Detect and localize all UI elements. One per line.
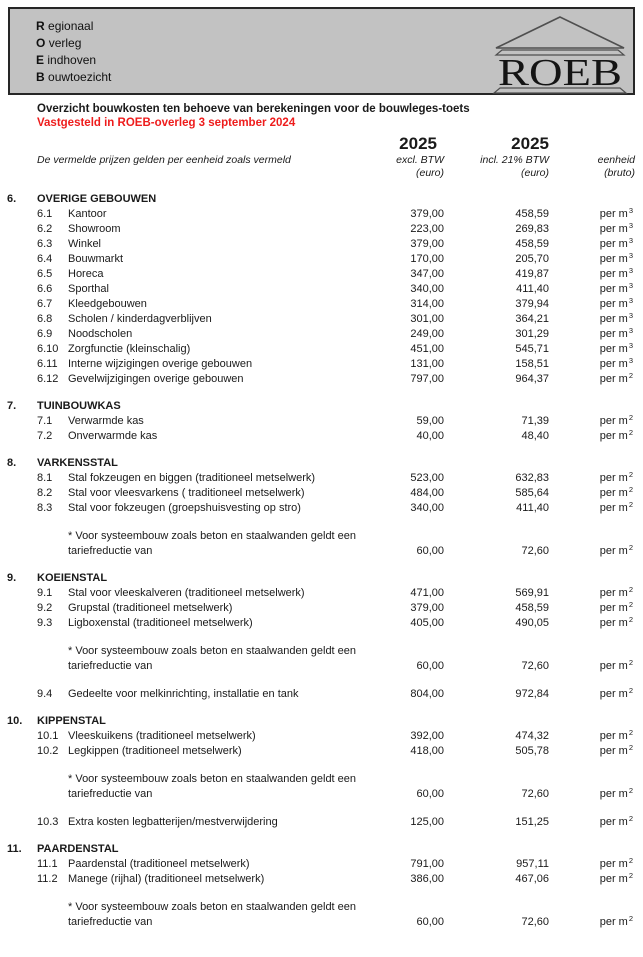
note-row <box>7 659 635 674</box>
price-excl-btw: 379,00 <box>410 602 444 614</box>
unit-superscript: 3 <box>628 356 633 365</box>
price-incl-btw: 419,87 <box>515 268 549 280</box>
item-label: Gevelwijzigingen overige gebouwen <box>68 373 244 385</box>
item-number: 6.9 <box>37 328 53 340</box>
acronym-initial: R <box>36 19 45 33</box>
price-incl-btw: 957,11 <box>516 858 549 870</box>
item-label: Vleeskuikens (traditioneel metselwerk) <box>68 730 256 742</box>
price-incl-btw: 269,83 <box>515 223 549 235</box>
unit-cell <box>549 372 635 387</box>
price-incl-btw: 458,59 <box>515 208 549 220</box>
unit: per m <box>599 238 628 250</box>
cost-table <box>7 192 635 930</box>
item-label: Legkippen (traditioneel metselwerk) <box>68 745 242 757</box>
item-row <box>7 252 635 267</box>
section-title: OVERIGE GEBOUWEN <box>37 193 157 205</box>
unit-superscript: 2 <box>628 371 633 380</box>
item-number: 6.10 <box>37 343 59 355</box>
item-row <box>7 297 635 312</box>
roeb-acronym <box>36 18 111 86</box>
price-excl-btw: 471,00 <box>410 587 444 599</box>
unit-cell <box>549 544 635 559</box>
item-row <box>7 312 635 327</box>
item-row <box>7 872 635 887</box>
item-row <box>7 429 635 444</box>
price-excl-btw: 60,00 <box>416 545 444 557</box>
item-row <box>7 601 635 616</box>
item-number: 6.3 <box>37 238 53 250</box>
unit-cell <box>549 616 635 631</box>
price-excl-btw: 125,00 <box>410 816 444 828</box>
unit-cell <box>549 252 635 267</box>
unit-superscript: 2 <box>628 543 633 552</box>
prices-note: De vermelde prijzen gelden per eenheid zoals vermeld <box>37 154 291 166</box>
unit-cell <box>549 744 635 759</box>
item-label: Horeca <box>68 268 104 280</box>
price-incl-btw: 964,37 <box>515 373 549 385</box>
unit: per m <box>599 208 628 220</box>
price-incl-btw: 411,40 <box>516 502 549 514</box>
price-incl-btw: 467,06 <box>515 873 549 885</box>
item-number: 7.1 <box>37 415 53 427</box>
document-title: Overzicht bouwkosten ten behoeve van berekeningen voor de bouwleges-toets <box>37 103 470 115</box>
price-excl-btw: 170,00 <box>410 253 444 265</box>
item-label: Showroom <box>68 223 121 235</box>
unit-superscript: 3 <box>628 236 633 245</box>
item-label: Stal voor vleeskalveren (traditioneel metselwerk) <box>68 587 305 599</box>
note-line-2: tariefreductie van <box>68 660 153 672</box>
price-incl-btw: 490,05 <box>515 617 549 629</box>
acronym-line <box>36 52 111 69</box>
price-incl-btw: 505,78 <box>515 745 549 757</box>
item-number: 6.4 <box>37 253 53 265</box>
item-number: 6.1 <box>37 208 53 220</box>
unit-cell <box>549 357 635 372</box>
col-incl-label: incl. 21% BTW <box>480 154 549 166</box>
unit: per m <box>599 745 628 757</box>
item-label: Onverwarmde kas <box>68 430 158 442</box>
section-number: 10. <box>7 715 23 727</box>
price-excl-btw: 804,00 <box>410 688 444 700</box>
price-incl-btw: 301,29 <box>515 328 549 340</box>
item-number: 6.11 <box>37 358 58 370</box>
unit: per m <box>599 660 628 672</box>
section-number: 8. <box>7 457 17 469</box>
section-title: KOEIENSTAL <box>37 572 108 584</box>
unit-superscript: 2 <box>628 500 633 509</box>
col-incl-unit: (euro) <box>520 167 549 179</box>
price-incl-btw: 411,40 <box>516 283 549 295</box>
note-line-1: * Voor systeembouw zoals beton en staalwanden geldt een <box>68 530 357 542</box>
unit: per m <box>599 313 628 325</box>
section-number: 7. <box>7 400 17 412</box>
item-number: 10.2 <box>37 745 59 757</box>
year-header-row <box>7 133 635 154</box>
note-row <box>7 772 635 787</box>
adoption-note: Vastgesteld in ROEB-overleg 3 september 2024 <box>37 117 296 129</box>
unit: per m <box>599 487 628 499</box>
item-number: 11.1 <box>37 858 58 870</box>
price-excl-btw: 347,00 <box>410 268 444 280</box>
unit: per m <box>599 472 628 484</box>
col-unit-sub: (bruto) <box>604 167 635 179</box>
item-label: Manege (rijhal) (traditioneel metselwerk) <box>68 873 265 885</box>
price-incl-btw: 151,25 <box>515 816 549 828</box>
note-row <box>7 900 635 915</box>
unit-superscript: 3 <box>628 266 633 275</box>
item-label: Stal fokzeugen en biggen (traditioneel metselwerk) <box>68 472 316 484</box>
item-number: 6.5 <box>37 268 53 280</box>
unit: per m <box>599 328 628 340</box>
price-incl-btw: 71,39 <box>521 415 549 427</box>
acronym-line <box>36 35 111 52</box>
unit-superscript: 2 <box>628 814 633 823</box>
price-excl-btw: 340,00 <box>410 283 444 295</box>
price-excl-btw: 386,00 <box>410 873 444 885</box>
item-label: Scholen / kinderdagverblijven <box>68 313 212 325</box>
section-title: TUINBOUWKAS <box>37 400 121 412</box>
section-header-row <box>7 714 635 729</box>
item-row <box>7 237 635 252</box>
item-row <box>7 471 635 486</box>
section-header-row <box>7 571 635 586</box>
price-excl-btw: 131,00 <box>410 358 444 370</box>
acronym-initial: O <box>36 36 46 50</box>
item-number: 8.2 <box>37 487 53 499</box>
item-number: 9.1 <box>37 587 53 599</box>
unit: per m <box>599 873 628 885</box>
unit-superscript: 2 <box>628 871 633 880</box>
unit: per m <box>599 373 628 385</box>
unit-cell <box>549 267 635 282</box>
unit-cell <box>549 501 635 516</box>
item-number: 6.12 <box>37 373 59 385</box>
item-label: Zorgfunctie (kleinschalig) <box>68 343 191 355</box>
unit-superscript: 3 <box>628 326 633 335</box>
note-line-1: * Voor systeembouw zoals beton en staalwanden geldt een <box>68 901 357 913</box>
column-label-row <box>7 154 635 167</box>
price-incl-btw: 632,83 <box>515 472 549 484</box>
price-excl-btw: 340,00 <box>410 502 444 514</box>
unit-superscript: 2 <box>628 658 633 667</box>
item-number: 7.2 <box>37 430 53 442</box>
note-row <box>7 544 635 559</box>
price-excl-btw: 60,00 <box>416 916 444 928</box>
item-number: 8.1 <box>37 472 53 484</box>
unit: per m <box>599 223 628 235</box>
unit-cell <box>549 414 635 429</box>
unit-cell <box>549 815 635 830</box>
unit-cell <box>549 857 635 872</box>
item-number: 9.3 <box>37 617 53 629</box>
unit: per m <box>599 268 628 280</box>
item-number: 9.4 <box>37 688 53 700</box>
unit-cell <box>549 282 635 297</box>
price-incl-btw: 972,84 <box>515 688 549 700</box>
price-incl-btw: 72,60 <box>521 660 549 672</box>
item-row <box>7 267 635 282</box>
item-number: 11.2 <box>37 873 58 885</box>
unit-cell <box>549 729 635 744</box>
unit: per m <box>599 298 628 310</box>
unit-cell <box>549 915 635 930</box>
unit-superscript: 2 <box>628 413 633 422</box>
section-header-row <box>7 192 635 207</box>
unit-cell <box>549 486 635 501</box>
item-number: 6.2 <box>37 223 53 235</box>
price-excl-btw: 223,00 <box>410 223 444 235</box>
section-title: KIPPENSTAL <box>37 715 106 727</box>
item-row <box>7 327 635 342</box>
unit-superscript: 3 <box>628 281 633 290</box>
note-row <box>7 915 635 930</box>
item-row <box>7 414 635 429</box>
document-content <box>0 95 643 930</box>
unit-cell <box>549 297 635 312</box>
logo-text: ROEB <box>498 52 622 94</box>
column-sublabel-row <box>7 167 635 180</box>
item-row <box>7 857 635 872</box>
col-excl-unit: (euro) <box>415 167 444 179</box>
price-incl-btw: 364,21 <box>515 313 549 325</box>
acronym-rest: egionaal <box>48 19 94 33</box>
acronym-initial: E <box>36 53 45 67</box>
unit: per m <box>599 545 628 557</box>
unit: per m <box>599 283 628 295</box>
unit-cell <box>549 659 635 674</box>
unit-superscript: 3 <box>628 311 633 320</box>
item-row <box>7 222 635 237</box>
note-line-1: * Voor systeembouw zoals beton en staalwanden geldt een <box>68 645 357 657</box>
note-line-2: tariefreductie van <box>68 545 153 557</box>
item-number: 10.1 <box>37 730 59 742</box>
unit: per m <box>599 253 628 265</box>
unit-superscript: 2 <box>628 615 633 624</box>
unit-superscript: 3 <box>628 296 633 305</box>
item-number: 6.8 <box>37 313 53 325</box>
unit: per m <box>599 617 628 629</box>
unit: per m <box>599 587 628 599</box>
unit-superscript: 3 <box>628 341 633 350</box>
item-row <box>7 207 635 222</box>
price-incl-btw: 545,71 <box>515 343 549 355</box>
price-excl-btw: 405,00 <box>410 617 444 629</box>
unit-cell <box>549 471 635 486</box>
unit-superscript: 2 <box>628 428 633 437</box>
section-number: 9. <box>7 572 17 584</box>
price-excl-btw: 392,00 <box>410 730 444 742</box>
item-label: Winkel <box>68 238 102 250</box>
item-row <box>7 357 635 372</box>
unit: per m <box>599 358 628 370</box>
unit-superscript: 2 <box>628 914 633 923</box>
unit-superscript: 2 <box>628 856 633 865</box>
unit-cell <box>549 787 635 802</box>
unit: per m <box>599 688 628 700</box>
unit: per m <box>599 816 628 828</box>
section-header-row <box>7 399 635 414</box>
item-row <box>7 342 635 357</box>
acronym-rest: ouwtoezicht <box>48 70 112 84</box>
unit: per m <box>599 502 628 514</box>
unit: per m <box>599 858 628 870</box>
price-excl-btw: 418,00 <box>410 745 444 757</box>
header-box <box>8 7 635 95</box>
item-row <box>7 486 635 501</box>
item-number: 9.2 <box>37 602 53 614</box>
item-number: 6.7 <box>37 298 53 310</box>
price-incl-btw: 458,59 <box>515 238 549 250</box>
price-incl-btw: 585,64 <box>515 487 549 499</box>
item-number: 6.6 <box>37 283 53 295</box>
year-excl-header: 2025 <box>399 134 437 153</box>
item-label: Bouwmarkt <box>68 253 124 265</box>
unit-cell <box>549 207 635 222</box>
note-line-2: tariefreductie van <box>68 916 153 928</box>
item-label: Kantoor <box>68 208 107 220</box>
price-excl-btw: 40,00 <box>416 430 444 442</box>
unit-cell <box>549 429 635 444</box>
price-incl-btw: 72,60 <box>521 916 549 928</box>
section-number: 11. <box>7 843 22 855</box>
item-row <box>7 372 635 387</box>
unit-superscript: 3 <box>628 251 633 260</box>
price-incl-btw: 458,59 <box>515 602 549 614</box>
price-incl-btw: 72,60 <box>521 788 549 800</box>
col-unit-label: eenheid <box>597 154 635 166</box>
price-excl-btw: 484,00 <box>410 487 444 499</box>
acronym-line <box>36 69 111 86</box>
price-excl-btw: 59,00 <box>416 415 444 427</box>
unit-superscript: 3 <box>628 206 633 215</box>
section-header-row <box>7 456 635 471</box>
unit-cell <box>549 327 635 342</box>
unit: per m <box>599 730 628 742</box>
col-excl-label: excl. BTW <box>396 154 444 166</box>
item-row <box>7 282 635 297</box>
item-row <box>7 586 635 601</box>
unit: per m <box>599 415 628 427</box>
item-label: Interne wijzigingen overige gebouwen <box>68 358 253 370</box>
price-incl-btw: 205,70 <box>515 253 549 265</box>
price-excl-btw: 791,00 <box>410 858 444 870</box>
unit-cell <box>549 872 635 887</box>
item-label: Extra kosten legbatterijen/mestverwijdering <box>68 816 278 828</box>
item-label: Gedeelte voor melkinrichting, installatie en tank <box>68 688 299 700</box>
price-excl-btw: 797,00 <box>410 373 444 385</box>
acronym-rest: indhoven <box>47 53 97 67</box>
price-excl-btw: 249,00 <box>410 328 444 340</box>
item-label: Noodscholen <box>68 328 133 340</box>
item-label: Grupstal (traditioneel metselwerk) <box>68 602 233 614</box>
price-excl-btw: 379,00 <box>410 208 444 220</box>
unit: per m <box>599 916 628 928</box>
unit-cell <box>549 222 635 237</box>
acronym-initial: B <box>36 70 45 84</box>
item-label: Paardenstal (traditioneel metselwerk) <box>68 858 250 870</box>
unit-superscript: 2 <box>628 485 633 494</box>
unit-superscript: 2 <box>628 743 633 752</box>
unit-superscript: 2 <box>628 585 633 594</box>
unit-superscript: 2 <box>628 600 633 609</box>
section-title: PAARDENSTAL <box>37 843 119 855</box>
price-incl-btw: 72,60 <box>521 545 549 557</box>
price-excl-btw: 451,00 <box>410 343 444 355</box>
acronym-rest: verleg <box>48 36 82 50</box>
note-row <box>7 787 635 802</box>
item-row <box>7 744 635 759</box>
price-excl-btw: 301,00 <box>410 313 444 325</box>
unit-cell <box>549 342 635 357</box>
item-label: Stal voor vleesvarkens ( traditioneel metselwerk) <box>68 487 305 499</box>
item-label: Sporthal <box>68 283 109 295</box>
unit-cell <box>549 687 635 702</box>
roeb-pediment-icon <box>491 15 629 95</box>
item-row <box>7 815 635 830</box>
unit-superscript: 2 <box>628 786 633 795</box>
price-excl-btw: 379,00 <box>410 238 444 250</box>
unit-superscript: 2 <box>628 686 633 695</box>
year-incl-header: 2025 <box>511 134 549 153</box>
unit-cell <box>549 312 635 327</box>
note-row <box>7 644 635 659</box>
section-header-row <box>7 842 635 857</box>
unit: per m <box>599 602 628 614</box>
unit-superscript: 2 <box>628 470 633 479</box>
unit-superscript: 3 <box>628 221 633 230</box>
item-row <box>7 501 635 516</box>
note-line-2: tariefreductie van <box>68 788 153 800</box>
price-excl-btw: 523,00 <box>410 472 444 484</box>
item-label: Kleedgebouwen <box>68 298 147 310</box>
price-incl-btw: 158,51 <box>515 358 549 370</box>
price-excl-btw: 314,00 <box>410 298 444 310</box>
price-incl-btw: 379,94 <box>515 298 549 310</box>
price-excl-btw: 60,00 <box>416 788 444 800</box>
item-row <box>7 729 635 744</box>
unit-cell <box>549 237 635 252</box>
item-label: Ligboxenstal (traditioneel metselwerk) <box>68 617 253 629</box>
item-row <box>7 687 635 702</box>
unit-superscript: 2 <box>628 728 633 737</box>
item-label: Stal voor fokzeugen (groepshuisvesting op stro) <box>68 502 301 514</box>
price-incl-btw: 474,32 <box>515 730 549 742</box>
section-title: VARKENSSTAL <box>37 457 118 469</box>
section-number: 6. <box>7 193 17 205</box>
unit-cell <box>549 601 635 616</box>
price-excl-btw: 60,00 <box>416 660 444 672</box>
item-number: 10.3 <box>37 816 59 828</box>
item-number: 8.3 <box>37 502 53 514</box>
item-label: Verwarmde kas <box>68 415 144 427</box>
unit: per m <box>599 430 628 442</box>
acronym-line <box>36 18 111 35</box>
unit: per m <box>599 788 628 800</box>
price-incl-btw: 569,91 <box>515 587 549 599</box>
unit-cell <box>549 586 635 601</box>
price-incl-btw: 48,40 <box>521 430 549 442</box>
unit: per m <box>599 343 628 355</box>
note-line-1: * Voor systeembouw zoals beton en staalwanden geldt een <box>68 773 357 785</box>
note-row <box>7 529 635 544</box>
item-row <box>7 616 635 631</box>
